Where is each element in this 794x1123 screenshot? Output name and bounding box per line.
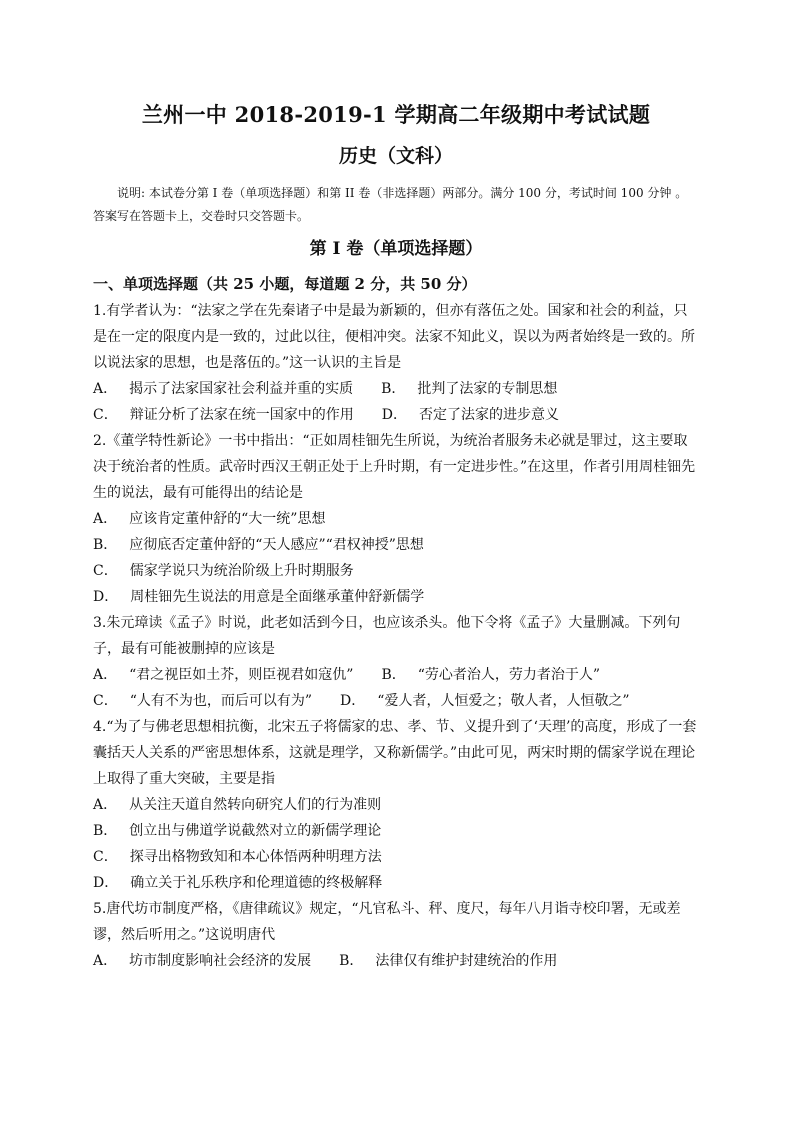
question-3-options-row-1: [93, 662, 699, 688]
part1-title: 第 I 卷（单项选择题）: [309, 239, 483, 259]
option-b: B． 法律仅有维护封建统治的作用: [339, 953, 558, 969]
question-2-stem: 2.《董学特性新论》一书中指出：“正如周桂钿先生所说，为统治者服务未必就是罪过，这主要取决于统治者的性质。武帝时西汉王朝正处于上升时期，有一定进步性。”在这里，作者引用周桂钿先生的说法，最有可能得出的结论是: [93, 433, 696, 501]
question-4-stem: 4.“为了与佛老思想相抗衡，北宋五子将儒家的忠、孝、节、义提升到了‘天理’的高度，形成了一套囊括天人关系的严密思想体系，这就是理学，又称新儒学。”由此可见，两宋时期的儒家学说在理论上取得了重大突破，主要是指: [93, 719, 697, 787]
section-title: 一、单项选择题（共 25 小题，每道题 2 分，共 50 分）: [93, 275, 477, 293]
option-d: D． 周桂钿先生说法的用意是全面继承董仲舒新儒学: [93, 589, 425, 605]
option-b: B． “劳心者治人，劳力者治于人”: [381, 667, 601, 683]
option-a: A． 从关注天道自然转向研究人们的行为准则: [93, 797, 382, 813]
question-1-options-row-2: [93, 402, 699, 428]
option-c: C． 儒家学说只为统治阶级上升时期服务: [93, 563, 354, 579]
exam-title: 兰州一中 2018-2019-1 学期高二年级期中考试试题: [141, 102, 651, 127]
option-b: B． 应彻底否定董仲舒的“天人感应”“君权神授”思想: [93, 537, 424, 553]
option-c: C． 探寻出格物致知和本心体悟两种明理方法: [93, 849, 382, 865]
option-c: C． “人有不为也，而后可以有为”: [93, 693, 313, 709]
option-a: A． 应该肯定董仲舒的“大一统”思想: [93, 511, 326, 527]
option-b: B． 批判了法家的专制思想: [381, 381, 558, 397]
option-a: A． 揭示了法家国家社会利益并重的实质: [93, 381, 354, 397]
option-d: D． “爱人者，人恒爱之；敬人者，人恒敬之”: [340, 693, 630, 709]
option-a: A． 坊市制度影响社会经济的发展: [93, 953, 312, 969]
option-d: D． 确立关于礼乐秩序和伦理道德的终极解释: [93, 875, 383, 891]
option-b: B． 创立出与佛道学说截然对立的新儒学理论: [93, 823, 382, 839]
option-a: A． “君之视臣如土芥，则臣视君如寇仇”: [93, 667, 354, 683]
exam-instructions: 说明: 本试卷分第 I 卷（单项选择题）和第 II 卷（非选择题）两部分。满分 100 分，考试时间 100 分钟 。答案写在答题卡上，交卷时只交答题卡。: [93, 186, 688, 223]
question-1-stem: 1.有学者认为：“法家之学在先秦诸子中是最为新颖的，但亦有落伍之处。国家和社会的利益，只是在一定的限度内是一致的，过此以往，便相冲突。法家不知此义，误以为两者始终是一致的。所以说法家的思想，也是落伍的。”这一认识的主旨是: [93, 303, 695, 371]
question-3-stem: 3.朱元璋读《孟子》时说，此老如活到今日，也应该杀头。他下令将《孟子》大量删减。下列句子，最有可能被删掉的应该是: [93, 615, 681, 657]
exam-subject: 历史（文科）: [338, 145, 453, 167]
question-5-options-row-1: [93, 948, 699, 974]
option-c: C． 辩证分析了法家在统一国家中的作用: [93, 407, 354, 423]
question-5-stem: 5.唐代坊市制度严格，《唐律疏议》规定，“凡官私斗、秤、度尺，每年八月诣寺校印署，无或差谬，然后听用之。”这说明唐代: [93, 901, 681, 943]
option-d: D． 否定了法家的进步意义: [381, 407, 559, 423]
question-1-options-row-1: [93, 376, 699, 402]
question-3-options-row-2: [93, 688, 699, 714]
